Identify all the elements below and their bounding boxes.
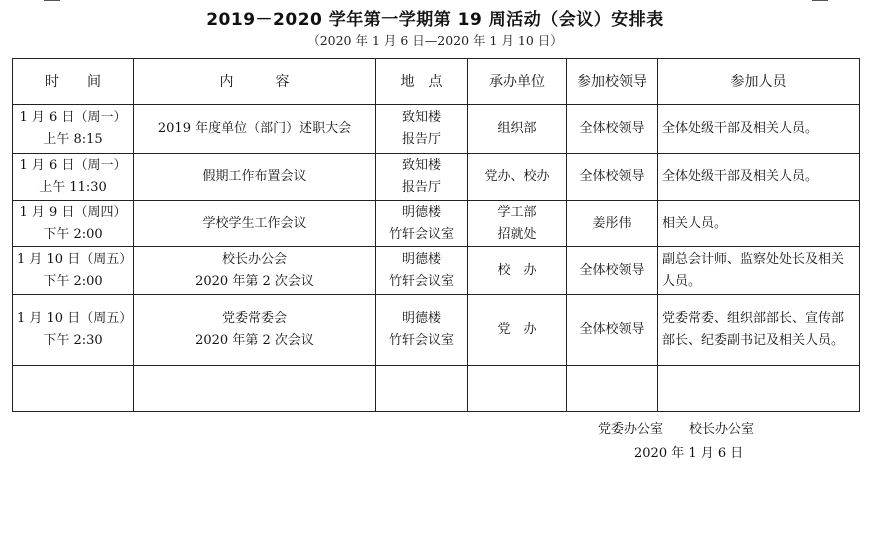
table-row xyxy=(13,105,860,154)
location-building: 明德楼 xyxy=(401,251,441,267)
time-text: 下午 2:00 xyxy=(43,226,103,242)
issuing-offices: 党委办公室 校长办公室 xyxy=(598,422,755,437)
leaders-cell: 全体校领导 xyxy=(567,295,658,366)
leaders-cell: 姜彤伟 xyxy=(567,201,658,247)
attendees-cell: 副总会计师、监察处处长及相关人员。 xyxy=(658,247,860,295)
organizer-cell xyxy=(468,201,567,247)
content-text: 校长办公会 xyxy=(221,251,287,267)
time-text: 上午 8:15 xyxy=(43,132,103,147)
location-cell xyxy=(376,247,468,295)
document-title: 2019－2020 学年第一学期第 19 周活动（会议）安排表 xyxy=(206,10,664,30)
organizer-cell xyxy=(468,295,567,366)
top-left-edge-mark xyxy=(44,0,60,1)
attendees-cell: 全体处级干部及相关人员。 xyxy=(658,154,860,201)
header-attendees: 参加人员 xyxy=(658,59,860,105)
location-cell xyxy=(376,295,468,366)
empty-cell xyxy=(376,366,468,412)
organizer-cell xyxy=(468,154,567,201)
date-text: 1 月 6 日（周一） xyxy=(19,158,127,173)
time-cell xyxy=(13,247,134,295)
table-row xyxy=(13,201,860,247)
organizer-cell xyxy=(468,105,567,154)
location-room: 竹轩会议室 xyxy=(388,333,454,348)
content-cell xyxy=(134,154,376,201)
empty-cell xyxy=(13,366,134,412)
header-location: 地 点 xyxy=(376,59,468,105)
content-text-2: 2020 年第 2 次会议 xyxy=(195,273,314,289)
location-room: 竹轩会议室 xyxy=(388,226,454,242)
organizer-text: 党 办 xyxy=(497,322,537,337)
organizer-text-2: 招就处 xyxy=(497,226,537,242)
empty-row xyxy=(13,366,860,412)
header-time: 时 间 xyxy=(13,59,134,105)
time-text: 下午 2:30 xyxy=(43,333,103,348)
empty-cell xyxy=(658,366,860,412)
time-cell xyxy=(13,295,134,366)
content-text: 假期工作布置会议 xyxy=(202,169,307,184)
location-cell xyxy=(376,201,468,247)
location-building: 致知楼 xyxy=(401,158,441,173)
attendees-cell: 相关人员。 xyxy=(658,201,860,247)
table-row xyxy=(13,154,860,201)
date-text: 1 月 9 日（周四） xyxy=(19,204,127,220)
attendees-cell: 党委常委、组织部部长、宣传部部长、纪委副书记及相关人员。 xyxy=(658,295,860,366)
location-building: 明德楼 xyxy=(401,311,441,326)
leaders-cell: 全体校领导 xyxy=(567,154,658,201)
date-text: 1 月 10 日（周五） xyxy=(17,311,133,326)
content-text: 2019 年度单位（部门）述职大会 xyxy=(157,121,352,136)
location-building: 明德楼 xyxy=(401,204,441,220)
time-cell xyxy=(13,201,134,247)
header-leaders: 参加校领导 xyxy=(567,59,658,105)
content-text-2: 2020 年第 2 次会议 xyxy=(195,333,314,348)
location-cell xyxy=(376,154,468,201)
date-text: 1 月 10 日（周五） xyxy=(17,251,133,267)
time-cell xyxy=(13,105,134,154)
leaders-cell: 全体校领导 xyxy=(567,105,658,154)
organizer-cell xyxy=(468,247,567,295)
empty-cell xyxy=(134,366,376,412)
top-right-edge-mark xyxy=(812,0,828,1)
table-row xyxy=(13,247,860,295)
schedule-table xyxy=(12,58,860,412)
organizer-text: 组织部 xyxy=(497,121,537,136)
empty-cell xyxy=(468,366,567,412)
content-text: 学校学生工作会议 xyxy=(202,215,307,231)
content-text: 党委常委会 xyxy=(221,311,287,326)
date-range-subtitle: （2020 年 1 月 6 日—2020 年 1 月 10 日） xyxy=(307,33,563,48)
organizer-text: 学工部 xyxy=(497,204,537,220)
date-text: 1 月 6 日（周一） xyxy=(19,110,127,125)
header-organizer: 承办单位 xyxy=(468,59,567,105)
organizer-text: 党办、校办 xyxy=(484,169,550,184)
empty-cell xyxy=(567,366,658,412)
time-text: 上午 11:30 xyxy=(39,180,107,195)
time-text: 下午 2:00 xyxy=(43,273,103,289)
time-cell xyxy=(13,154,134,201)
header-content: 内 容 xyxy=(134,59,376,105)
header-row xyxy=(13,59,860,105)
location-room: 竹轩会议室 xyxy=(388,273,454,289)
location-room: 报告厅 xyxy=(401,180,441,195)
table-row xyxy=(13,295,860,366)
content-cell xyxy=(134,201,376,247)
leaders-cell: 全体校领导 xyxy=(567,247,658,295)
content-cell xyxy=(134,295,376,366)
location-room: 报告厅 xyxy=(401,132,441,147)
attendees-cell: 全体处级干部及相关人员。 xyxy=(658,105,860,154)
content-cell xyxy=(134,247,376,295)
issue-date: 2020 年 1 月 6 日 xyxy=(634,446,744,461)
content-cell xyxy=(134,105,376,154)
location-building: 致知楼 xyxy=(401,110,441,125)
location-cell xyxy=(376,105,468,154)
organizer-text: 校 办 xyxy=(497,262,537,278)
